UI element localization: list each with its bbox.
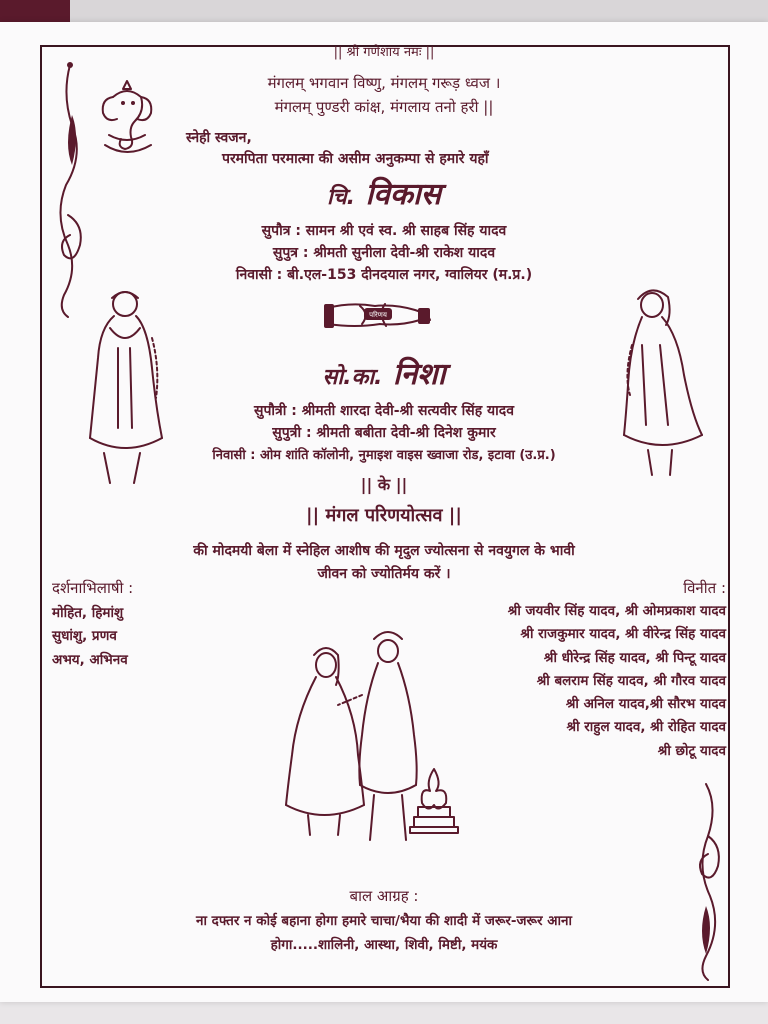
groom-son-line bbox=[0, 243, 768, 262]
wedding-couple-figure bbox=[278, 625, 428, 850]
ganesha-icon bbox=[95, 75, 160, 160]
intro-line: परमपिता परमात्मा की असीम अनुकम्पा से हमारे यहाँ bbox=[222, 151, 489, 167]
groom-residence-value: बी.एल-153 दीनदयाल नगर, ग्वालियर (म.प्र.) bbox=[287, 267, 533, 283]
groom-figure bbox=[70, 288, 170, 488]
paisley-ornament bbox=[50, 55, 90, 325]
blessing-line-1: की मोदमयी बेला में स्नेहिल आशीष की मृदुल ज्योत्सना से नवयुगल के भावी bbox=[193, 543, 575, 559]
darshan-name: सुधांशु, प्रणव bbox=[52, 628, 117, 645]
bride-daughter-label: सुपुत्री : bbox=[272, 425, 312, 441]
bride-residence-value: ओम शांति कॉलोनी, नुमाइश वाइस ख्वाजा रोड, इटावा (उ.प्र.) bbox=[259, 448, 556, 463]
darshan-name: अभय, अभिनव bbox=[52, 651, 128, 668]
havan-fire-icon bbox=[408, 765, 460, 835]
handshake-icon bbox=[320, 290, 435, 340]
vinit-label: विनीत : bbox=[683, 579, 726, 597]
invocation: || श्री गणेशाय नमः || bbox=[333, 45, 435, 60]
bal-agrah-line-1: ना दफ्तर न कोई बहाना होगा हमारे चाचा/भैया की शादी में जरूर-जरूर आना bbox=[195, 913, 573, 929]
groom-prefix: चि. bbox=[326, 185, 356, 210]
paisley-ornament bbox=[686, 776, 726, 986]
vinit-name: श्री बलराम सिंह यादव, श्री गौरव यादव bbox=[536, 672, 726, 689]
groom-grandson-label: सुपौत्र : bbox=[261, 223, 301, 239]
ke-line: || के || bbox=[360, 475, 408, 494]
vinit-name: श्री धीरेन्द्र सिंह यादव, श्री पिन्टू यादव bbox=[543, 649, 726, 666]
greeting: स्नेही स्वजन, bbox=[186, 130, 252, 146]
groom-son-value: श्रीमती सुनीला देवी-श्री राकेश यादव bbox=[313, 245, 496, 261]
bride-residence-label: निवासी : bbox=[212, 448, 256, 463]
groom-residence-label: निवासी : bbox=[235, 267, 283, 283]
darshan-name: मोहित, हिमांशु bbox=[52, 605, 124, 621]
bride-figure bbox=[612, 285, 712, 485]
bride-granddaughter-label: सुपौत्री : bbox=[253, 403, 297, 419]
bride-prefix: सो.का. bbox=[322, 365, 383, 390]
groom-name-block bbox=[0, 172, 768, 213]
event-title: || मंगल परिणयोत्सव || bbox=[306, 505, 462, 526]
darshan-block bbox=[52, 578, 133, 672]
bride-name: निशा bbox=[392, 357, 446, 392]
mantra-line-2: मंगलम् पुण्डरी कांक्ष, मंगलाय तनो हरी || bbox=[274, 98, 494, 116]
bride-granddaughter-value: श्रीमती शारदा देवी-श्री सत्यवीर सिंह यादव bbox=[301, 403, 515, 419]
vinit-name: श्री राहुल यादव, श्री रोहित यादव bbox=[566, 719, 726, 736]
handshake-label: परिणय bbox=[369, 311, 387, 319]
groom-grandson-line bbox=[0, 221, 768, 240]
blessing-line-2: जीवन को ज्योतिर्मय करें । bbox=[317, 566, 451, 582]
darshan-label: दर्शनाभिलाषी : bbox=[52, 579, 134, 597]
bal-agrah-line-2: होगा.....शालिनी, आस्था, शिवी, मिष्टी, मयंक bbox=[270, 937, 498, 953]
bal-agrah-label: बाल आग्रह : bbox=[349, 887, 419, 905]
groom-son-label: सुपुत्र : bbox=[272, 245, 309, 261]
groom-grandson-value: सामन श्री एवं स्व. श्री साहब सिंह यादव bbox=[305, 223, 507, 239]
vinit-name: श्री अनिल यादव,श्री सौरभ यादव bbox=[565, 696, 726, 713]
mantra-line-1: मंगलम् भगवान विष्णु, मंगलम् गरूड़ ध्वज । bbox=[267, 74, 501, 92]
bride-daughter-value: श्रीमती बबीता देवी-श्री दिनेश कुमार bbox=[316, 425, 496, 441]
groom-name: विकास bbox=[365, 177, 442, 212]
vinit-name: श्री जयवीर सिंह यादव, श्री ओमप्रकाश यादव bbox=[507, 603, 726, 619]
vinit-name: श्री राजकुमार यादव, श्री वीरेन्द्र सिंह यादव bbox=[520, 626, 726, 643]
photo-top-edge bbox=[0, 0, 768, 22]
groom-residence-line bbox=[0, 265, 768, 284]
vinit-name: श्री छोटू यादव bbox=[657, 742, 726, 759]
vinit-block bbox=[508, 578, 726, 763]
